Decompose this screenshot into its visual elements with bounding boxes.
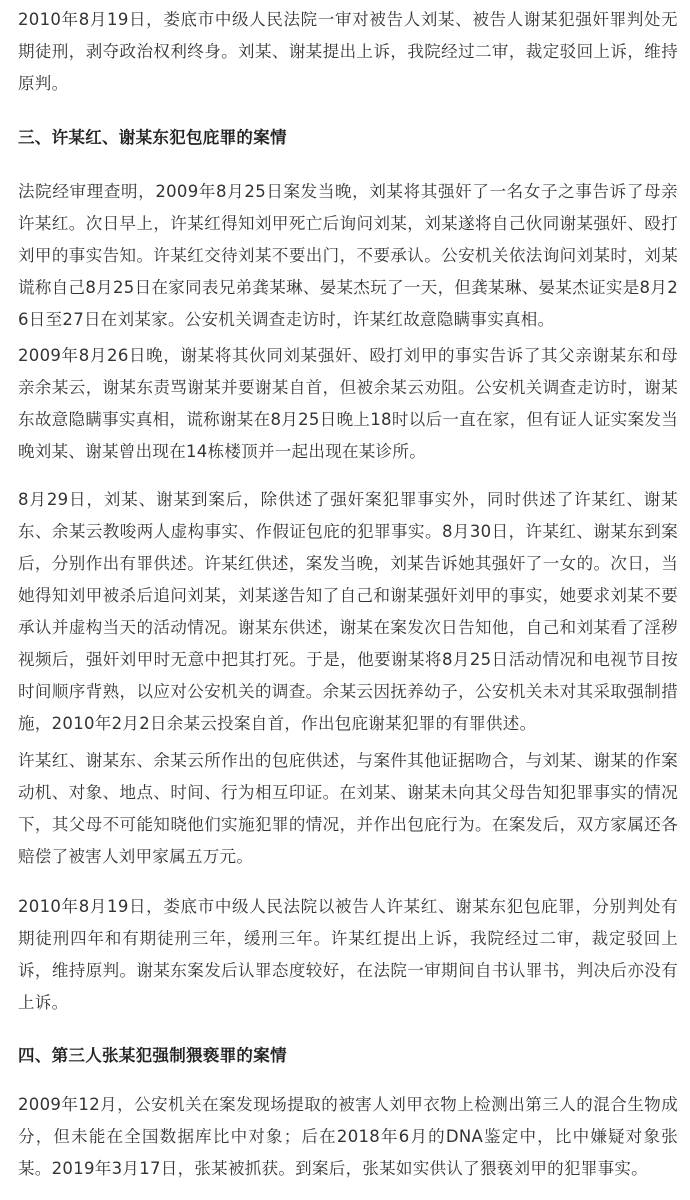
paragraph-dna-identification: 2009年12月，公安机关在案发现场提取的被害人刘甲衣物上检测出第三人的混合生物成分，但未能在全国数据库比中对象；后在2018年6月的DNA鉴定中，比中嫌疑对象张某。2019年3月17日，张某被抓获。到案后，张某如实供认了猥亵刘甲的犯罪事实。	[18, 1095, 678, 1178]
section-heading-harboring-case: 三、许某红、谢某东犯包庇罪的案情	[18, 128, 287, 147]
paragraph-xie-harboring-facts: 2009年8月26日晚，谢某将其伙同刘某强奸、殴打刘甲的事实告诉了其父亲谢某东和母亲余某云，谢某东责骂谢某并要谢某自首，但被余某云劝阻。公安机关调查走访时，谢某东故意隐瞒事实真相，谎称谢某在8月25日晚上18时以后一直在家，但有证人证实案发当晚刘某、谢某曾出现在14栋楼顶并一起出现在某诊所。	[18, 346, 678, 461]
paragraph-evidence-corroboration: 许某红、谢某东、余某云所作出的包庇供述，与案件其他证据吻合，与刘某、谢某的作案动机、对象、地点、时间、行为相互印证。在刘某、谢某未向其父母告知犯罪事实的情况下，其父母不可能知晓他们实施犯罪的情况，并作出包庇行为。在案发后，双方家属还各赔偿了被害人刘甲家属五万元。	[18, 751, 678, 866]
section-heading-indecency-case: 四、第三人张某犯强制猥亵罪的案情	[18, 1046, 287, 1065]
paragraph-xu-harboring-facts: 法院经审理查明，2009年8月25日案发当晚，刘某将其强奸了一名女子之事告诉了母亲许某红。次日早上，许某红得知刘甲死亡后询问刘某，刘某遂将自己伙同谢某强奸、殴打刘甲的事实告知。许某红交待刘某不要出门，不要承认。公安机关依法询问刘某时，刘某谎称自己8月25日在家同表兄弟龚某琳、晏某杰玩了一天，但龚某琳、晏某杰证实是8月26日至27日在刘某家。公安机关调查走访时，许某红故意隐瞒事实真相。	[18, 182, 678, 329]
paragraph-confessions: 8月29日，刘某、谢某到案后，除供述了强奸案犯罪事实外，同时供述了许某红、谢某东、余某云教唆两人虚构事实、作假证包庇的犯罪事实。8月30日，许某红、谢某东到案后，分别作出有罪供述。许某红供述，案发当晚，刘某告诉她其强奸了一女的。次日，当她得知刘甲被杀后追问刘某，刘某遂告知了自己和谢某强奸刘甲的事实，她要求刘某不要承认并虚构当天的活动情况。谢某东供述，谢某在案发次日告知他，自己和刘某看了淫秽视频后，强奸刘甲时无意中把其打死。于是，他要谢某将8月25日活动情况和电视节目按时间顺序背熟，以应对公安机关的调查。余某云因抚养幼子，公安机关未对其采取强制措施，2010年2月2日余某云投案自首，作出包庇谢某犯罪的有罪供述。	[18, 490, 678, 733]
paragraph-harboring-verdict: 2010年8月19日，娄底市中级人民法院以被告人许某红、谢某东犯包庇罪，分别判处有期徒刑四年和有期徒刑三年，缓刑三年。许某红提出上诉，我院经过二审，裁定驳回上诉，维持原判。谢某东案发后认罪态度较好，在法院一审期间自书认罪书，判决后亦没有上诉。	[18, 897, 678, 1012]
paragraph-first-trial-verdict: 2010年8月19日，娄底市中级人民法院一审对被告人刘某、被告人谢某犯强奸罪判处无期徒刑，剥夺政治权利终身。刘某、谢某提出上诉，我院经过二审，裁定驳回上诉，维持原判。	[18, 10, 678, 93]
